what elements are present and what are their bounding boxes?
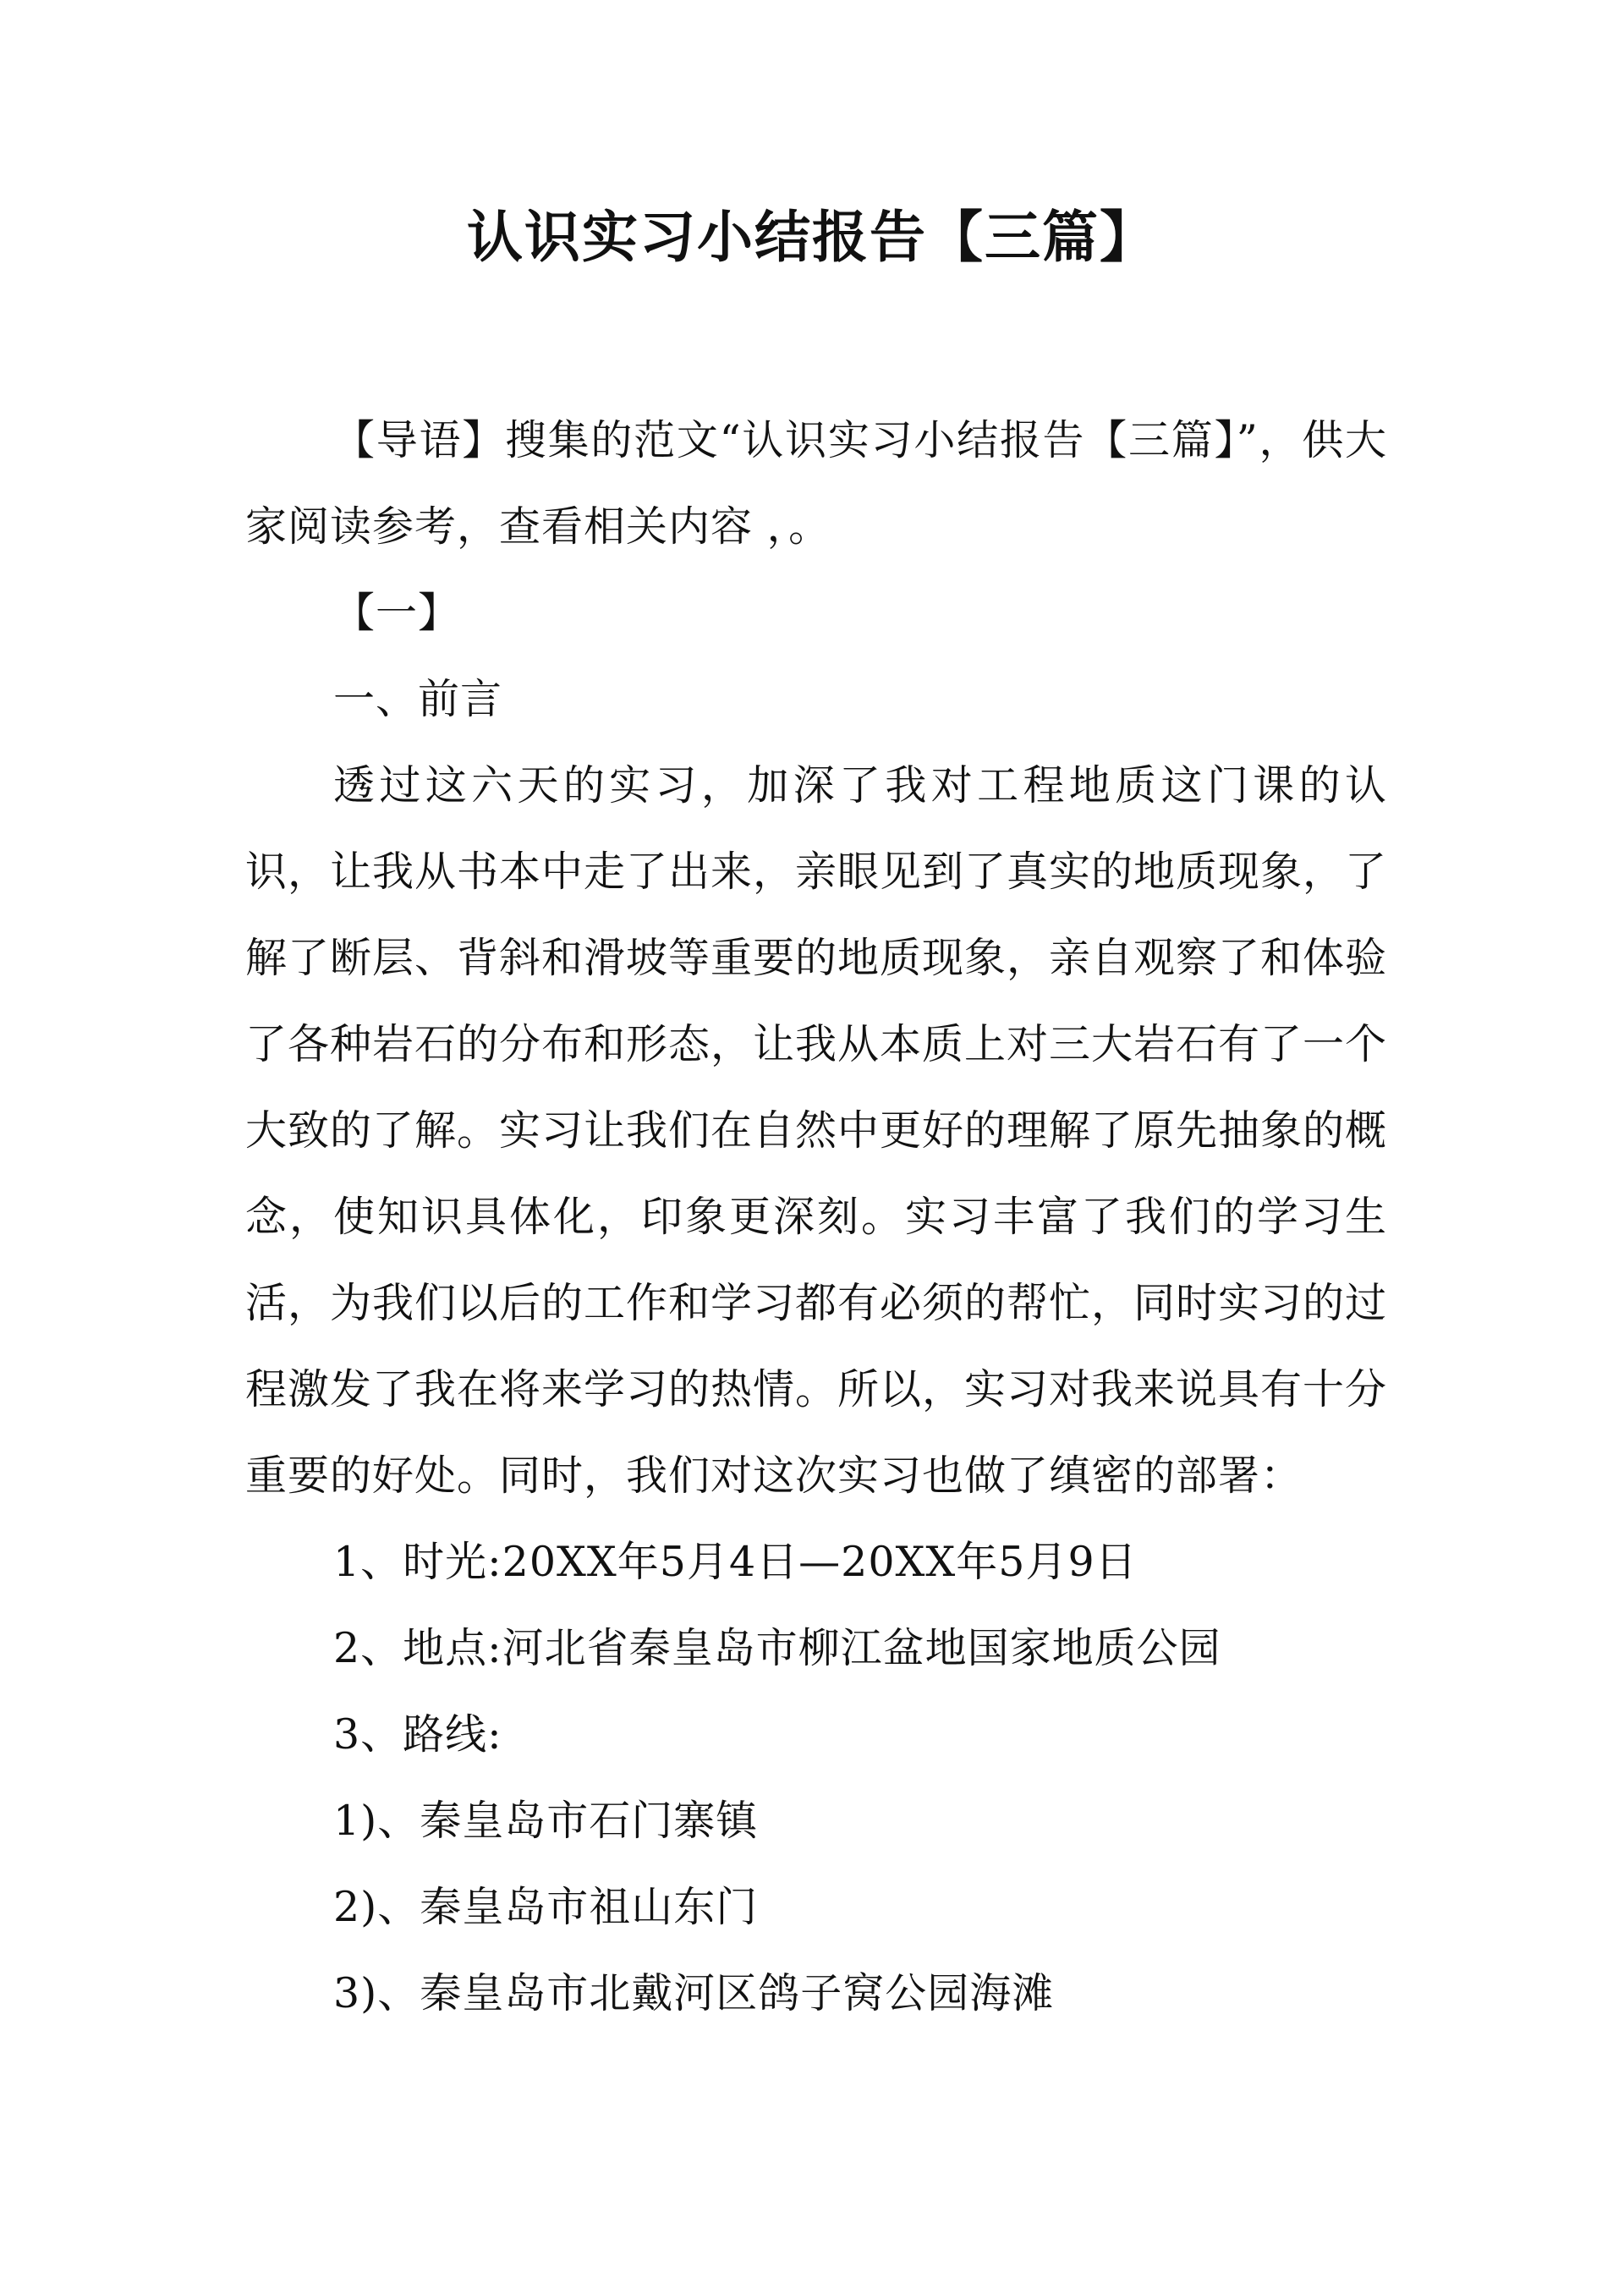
list-item: 1)、秦皇岛市石门寨镇 xyxy=(333,1797,759,1845)
body-paragraph: 透过这六天的实习，加深了我对工程地质这门课的认识，让我从书本中走了出来，亲眼见到了真实的地质现象，了解了断层、背斜和滑坡等重要的地质现象，亲自观察了和体验了各种岩石的分布和形态，让我从本质上对三大岩石有了一个大致的了解。实习让我们在自然中更好的理解了原先抽象的概念，使知识具体化，印象更深刻。实习丰富了我们的学习生活，为我们以后的工作和学习都有必须的帮忙，同时实习的过程激发了我在将来学习的热情。所以，实习对我来说具有十分重要的好处。同时，我们对这次实习也做了缜密的部署： xyxy=(245,761,1388,1500)
list-item: 1、时光:20XX年5月4日—20XX年5月9日 xyxy=(333,1538,1138,1586)
list-item: 3)、秦皇岛市北戴河区鸽子窝公园海滩 xyxy=(333,1969,1055,2017)
intro-paragraph: 【导语】搜集的范文“认识实习小结报告【三篇】”，供大家阅读参考，查看相关内容 ，。 xyxy=(245,416,1387,551)
list-item: 3、路线: xyxy=(333,1710,502,1759)
document-body xyxy=(245,398,1387,2037)
section-heading: 一、前言 xyxy=(333,675,503,723)
section-marker: 【一】 xyxy=(333,589,461,637)
list-item: 2)、秦皇岛市祖山东门 xyxy=(333,1883,759,1931)
list-item: 2、地点:河北省秦皇岛市柳江盆地国家地质公园 xyxy=(333,1624,1221,1672)
document-title: 认识实习小结报告【三篇】 xyxy=(467,205,1157,270)
